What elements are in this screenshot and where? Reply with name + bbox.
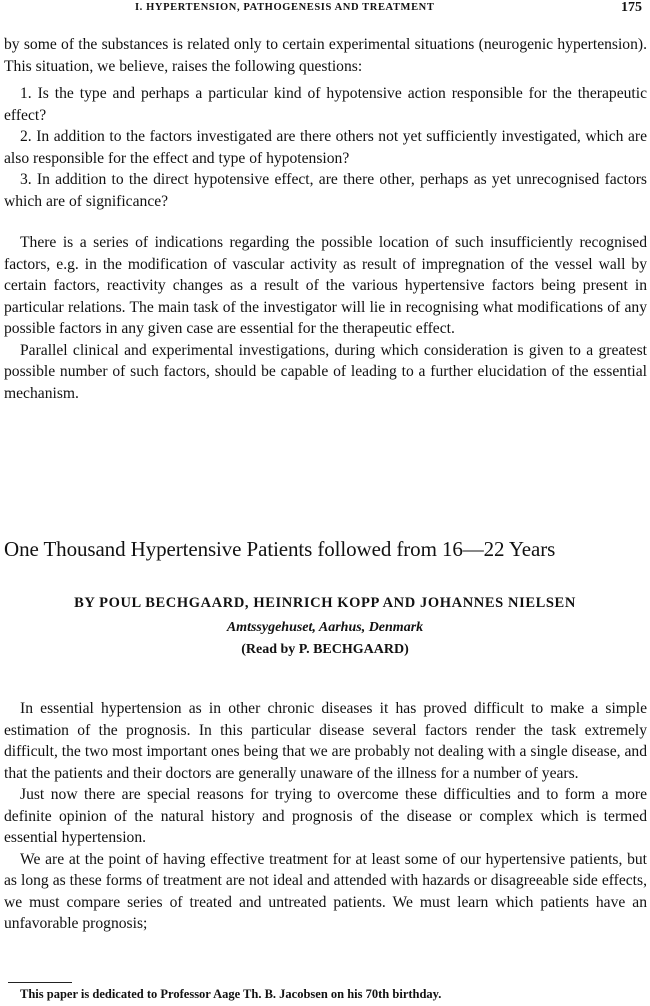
paragraph-factors: There is a series of indications regarding the possible location of such insufficiently recognised factors, e.g. in the modification of vascular activity as result of impregnation of the vessel wall by certain factors, reactivity changes as a result of the various hypertensive factors being present in particular relations. The main task of the investigator will lie in recognising what modifications of any possible factors in any given case are essential for the therapeutic effect. — [4, 234, 647, 337]
page-number: 175 — [621, 0, 642, 15]
question-1: 1. Is the type and perhaps a particular kind of hypotensive action responsible for the therapeutic effect? — [4, 85, 647, 124]
article-paragraph-2: Just now there are special reasons for trying to overcome these difficulties and to form a more definite opinion of the natural history and prognosis of the disease or complex which is termed essential hypertension. — [4, 786, 647, 846]
question-2: 2. In addition to the factors investigated are there others not yet sufficiently investigated, which are also responsible for the effect and type of hypotension? — [4, 128, 647, 167]
article-body — [4, 698, 647, 935]
article-paragraph-1: In essential hypertension as in other chronic diseases it has proved difficult to make a simple estimation of the prognosis. In this particular disease several factors render the task extremely difficult, the two most important ones being that we are probably not dealing with a single disease, and that the patients and their doctors are generally unaware of the illness for a number of years. — [4, 700, 647, 782]
paragraph-parallel: Parallel clinical and experimental investigations, during which consideration is given to a greatest possible number of such factors, should be capable of leading to a further elucidation of the essential mechanism. — [4, 341, 647, 402]
article-paragraph-3: We are at the point of having effective treatment for at least some of our hypertensive patients, but as long as these forms of treatment are not ideal and attended with hazards or disagreeable side effects, we must compare series of treated and untreated patients. We must learn which patients have an unfavorable prognosis; — [4, 850, 647, 932]
author-byline: BY POUL BECHGAARD, HEINRICH KOPP AND JOHANNES NIELSEN — [74, 595, 576, 611]
section-one-text — [4, 34, 647, 404]
footnote: This paper is dedicated to Professor Aage Th. B. Jacobsen on his 70th birthday. — [20, 987, 442, 1001]
footnote-rule — [8, 982, 72, 983]
read-by: (Read by P. BECHGAARD) — [241, 642, 409, 657]
running-header — [0, 0, 650, 20]
paragraph-continuation: by some of the substances is related only to certain experimental situations (neurogenic hypertension). This situation, we believe, raises the following questions: — [4, 36, 647, 75]
question-3: 3. In addition to the direct hypotensive effect, are there other, perhaps as yet unrecognised factors which are of significance? — [4, 171, 647, 210]
article-title: One Thousand Hypertensive Patients followed from 16—22 Years — [4, 537, 556, 561]
affiliation: Amtssygehuset, Aarhus, Denmark — [226, 620, 424, 635]
running-title: I. HYPERTENSION, PATHOGENESIS AND TREATMENT — [135, 2, 435, 13]
